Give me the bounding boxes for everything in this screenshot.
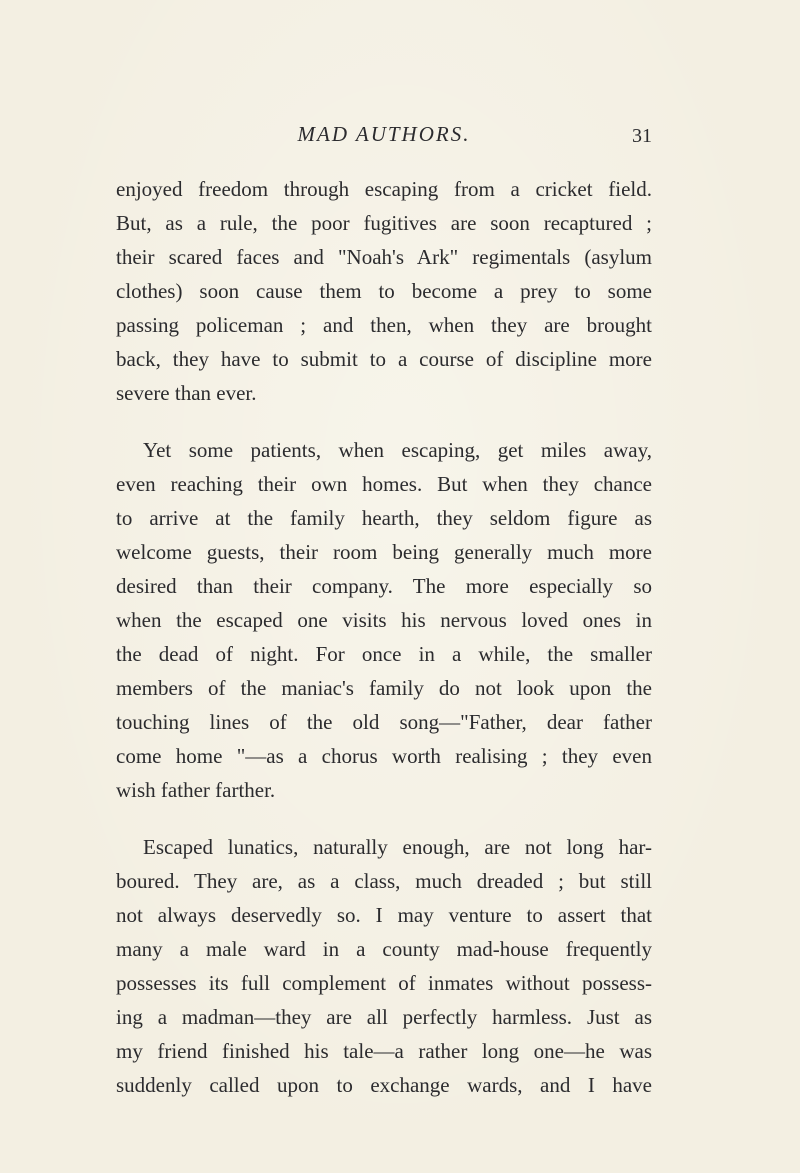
text-line: Yet some patients, when escaping, get miles away, [143, 438, 652, 462]
text-line: their scared faces and "Noah's Ark" regimentals (asylum [116, 245, 652, 269]
text-line: to arrive at the family hearth, they seldom figure as [116, 506, 652, 530]
paragraph-3 [116, 830, 652, 1102]
text-line: the dead of night. For once in a while, the smaller [116, 642, 652, 666]
page-number: 31 [632, 125, 652, 147]
paragraph-gap [116, 807, 652, 830]
text-line: enjoyed freedom through escaping from a cricket field. [116, 177, 652, 201]
text-line: ing a madman—they are all perfectly harmless. Just as [116, 1005, 652, 1029]
text-line: clothes) soon cause them to become a prey to some [116, 279, 652, 303]
body-text [116, 172, 652, 1102]
text-line: severe than ever. [116, 381, 257, 405]
text-line: wish father farther. [116, 778, 276, 802]
text-line: passing policeman ; and then, when they are brought [116, 313, 652, 337]
text-line: come home "—as a chorus worth realising ; they even [116, 744, 652, 768]
text-line: members of the maniac's family do not look upon the [116, 676, 652, 700]
text-line: But, as a rule, the poor fugitives are soon recaptured ; [116, 211, 652, 235]
text-line: back, they have to submit to a course of discipline more [116, 347, 652, 371]
paragraph-gap [116, 410, 652, 433]
text-line: touching lines of the old song—"Father, dear father [116, 710, 652, 734]
running-head [116, 122, 652, 162]
running-title: MAD AUTHORS. [297, 122, 471, 146]
paragraph-2 [116, 433, 652, 807]
text-line: welcome guests, their room being generally much more [116, 540, 652, 564]
text-line: not always deservedly so. I may venture to assert that [116, 903, 652, 927]
text-line: many a male ward in a county mad-house frequently [116, 937, 652, 961]
text-line: my friend finished his tale—a rather long one—he was [116, 1039, 652, 1063]
text-line: even reaching their own homes. But when they chance [116, 472, 652, 496]
text-line: suddenly called upon to exchange wards, and I have [116, 1073, 652, 1097]
text-line: when the escaped one visits his nervous loved ones in [116, 608, 652, 632]
text-line: possesses its full complement of inmates without possess- [116, 971, 652, 995]
text-line: desired than their company. The more especially so [116, 574, 652, 598]
text-line: boured. They are, as a class, much dreaded ; but still [116, 869, 652, 893]
paragraph-1 [116, 172, 652, 410]
text-line: Escaped lunatics, naturally enough, are not long har- [143, 835, 652, 859]
